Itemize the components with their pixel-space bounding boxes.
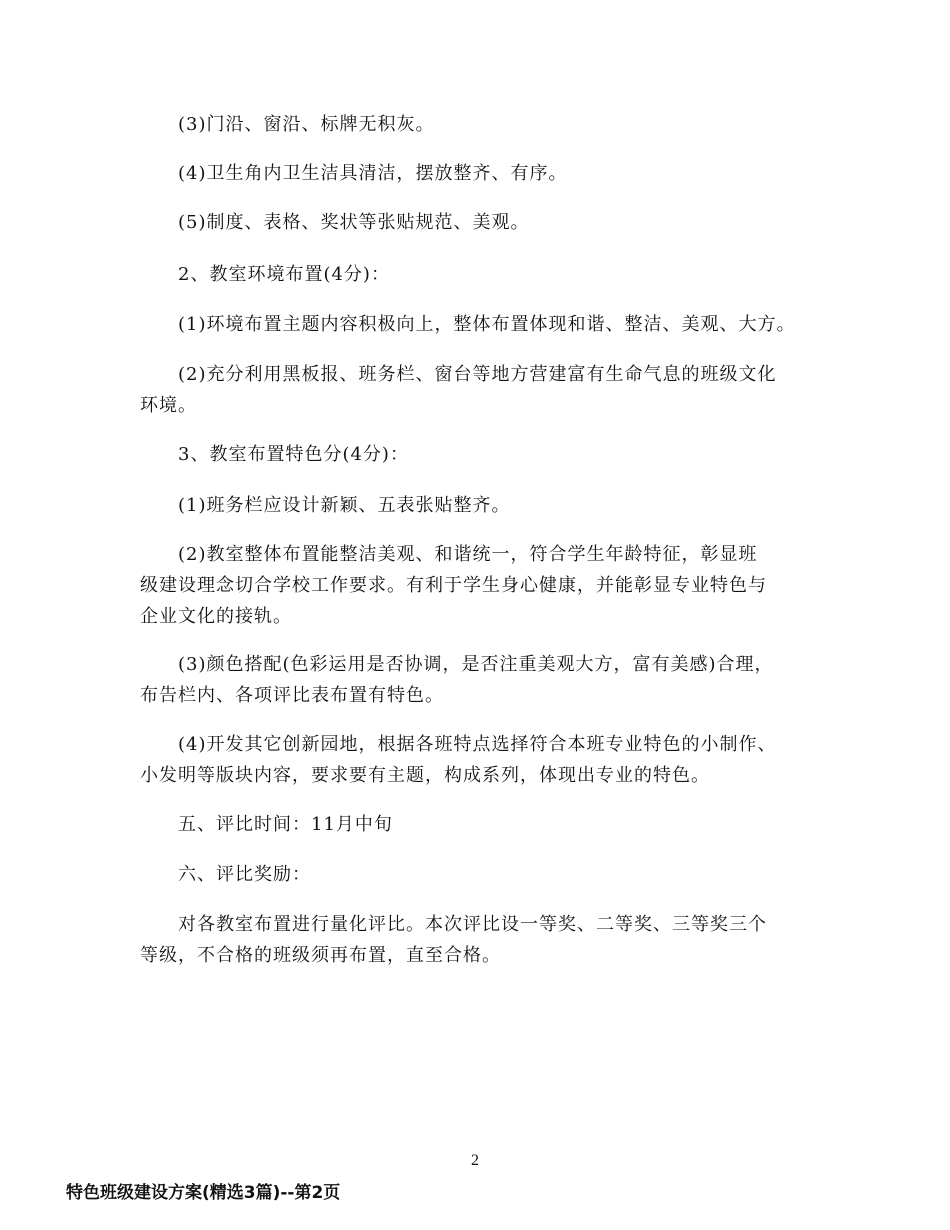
paragraph-line: 六、评比奖励： <box>178 864 311 885</box>
paragraph-line: 五、评比时间：11月中旬 <box>178 814 393 835</box>
section-heading-3 <box>140 439 820 470</box>
page-number: 2 <box>471 1152 479 1169</box>
paragraph-line: (2)充分利用黑板报、班务栏、窗台等地方营建富有生命气息的班级文化 <box>178 364 777 385</box>
section-heading-6 <box>140 859 820 890</box>
paragraph-line: 企业文化的接轨。 <box>140 606 292 627</box>
paragraph-line: 环境。 <box>140 395 197 416</box>
paragraph-line: (4)卫生角内卫生洁具清洁，摆放整齐、有序。 <box>178 163 568 184</box>
paragraph-14 <box>140 909 820 971</box>
paragraph-6 <box>140 359 820 421</box>
paragraph-11 <box>140 729 820 791</box>
paragraph-3 <box>140 207 820 238</box>
paragraph-line: 3、教室布置特色分(4分)： <box>178 444 409 465</box>
paragraph-2 <box>140 158 820 189</box>
paragraph-line: 级建设理念切合学校工作要求。有利于学生身心健康，并能彰显专业特色与 <box>140 575 767 596</box>
section-heading-2 <box>140 259 820 290</box>
paragraph-line: 小发明等版块内容，要求要有主题，构成系列，体现出专业的特色。 <box>140 765 710 786</box>
paragraph-8 <box>140 490 820 521</box>
paragraph-line: (5)制度、表格、奖状等张贴规范、美观。 <box>178 212 530 233</box>
paragraph-line: 对各教室布置进行量化评比。本次评比设一等奖、二等奖、三等奖三个 <box>178 914 767 935</box>
paragraph-line: (3)门沿、窗沿、标牌无积灰。 <box>178 114 435 135</box>
paragraph-5 <box>140 309 820 340</box>
paragraph-line: (2)教室整体布置能整洁美观、和谐统一，符合学生年龄特征，彰显班 <box>178 544 758 565</box>
paragraph-9 <box>140 539 820 632</box>
section-heading-5 <box>140 809 820 840</box>
paragraph-line: 2、教室环境布置(4分)： <box>178 264 390 285</box>
paragraph-1 <box>140 109 820 140</box>
paragraph-line: (4)开发其它创新园地，根据各班特点选择符合本班专业特色的小制作、 <box>178 734 777 755</box>
footer-text: 特色班级建设方案(精选3篇)--第2页 <box>66 1183 341 1203</box>
paragraph-line: (1)班务栏应设计新颖、五表张贴整齐。 <box>178 495 511 516</box>
paragraph-10 <box>140 649 820 711</box>
paragraph-line: 等级，不合格的班级须再布置，直至合格。 <box>140 945 501 966</box>
paragraph-line: 布告栏内、各项评比表布置有特色。 <box>140 685 444 706</box>
paragraph-line: (3)颜色搭配(色彩运用是否协调，是否注重美观大方，富有美感)合理， <box>178 654 774 675</box>
paragraph-line: (1)环境布置主题内容积极向上，整体布置体现和谐、整洁、美观、大方。 <box>178 314 796 335</box>
